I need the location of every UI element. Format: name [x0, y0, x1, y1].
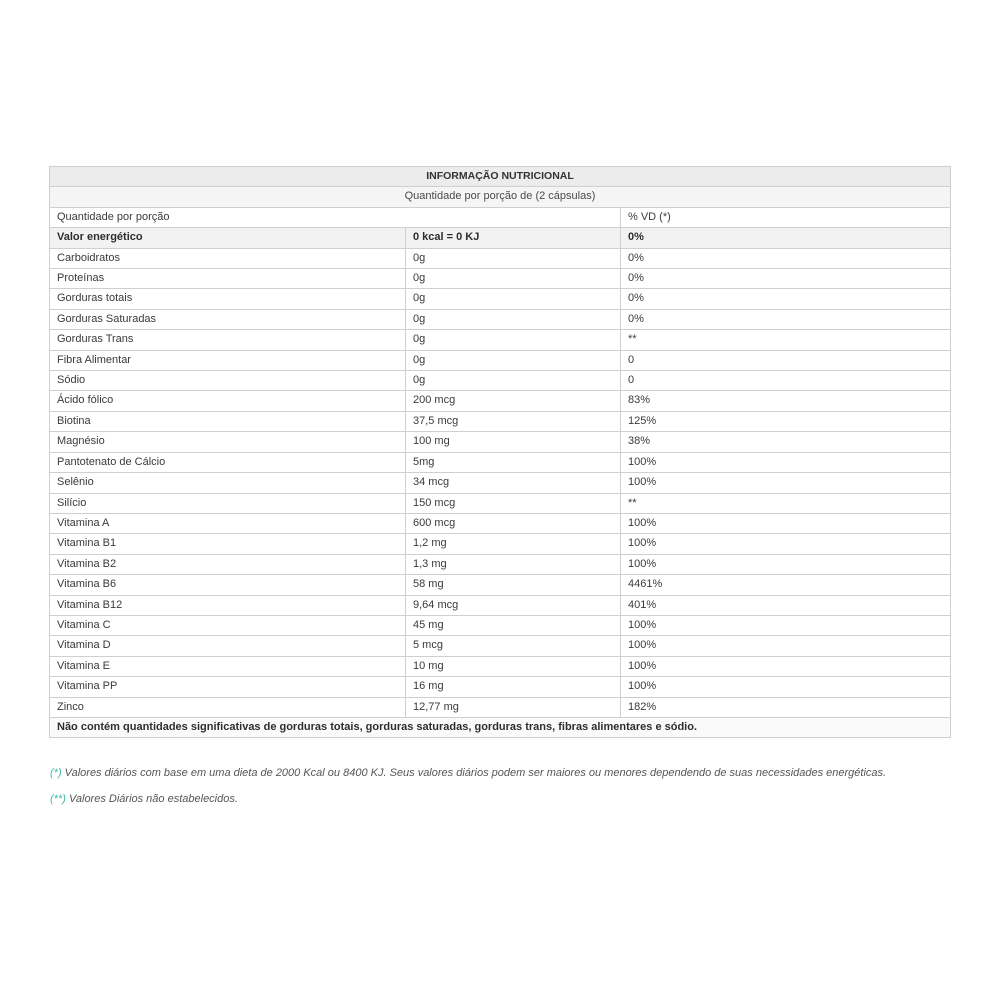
table-row — [50, 534, 951, 554]
nutrient-vd: 401% — [621, 595, 951, 615]
footnote-1-mark: (*) — [50, 767, 62, 779]
nutrient-name: Fibra Alimentar — [50, 350, 406, 370]
nutrient-name: Vitamina E — [50, 656, 406, 676]
table-row — [50, 677, 951, 697]
nutrient-amount: 0g — [406, 248, 621, 268]
nutrient-vd: 100% — [621, 452, 951, 472]
nutrient-vd: 0 — [621, 371, 951, 391]
nutrient-amount: 16 mg — [406, 677, 621, 697]
nutrient-amount: 0g — [406, 309, 621, 329]
nutrient-name: Proteínas — [50, 269, 406, 289]
nutrient-amount: 100 mg — [406, 432, 621, 452]
nutrition-label — [49, 166, 951, 738]
nutrient-name: Vitamina PP — [50, 677, 406, 697]
nutrient-name: Vitamina C — [50, 615, 406, 635]
energy-amount: 0 kcal = 0 KJ — [406, 228, 621, 248]
nutrient-amount: 5mg — [406, 452, 621, 472]
header-label: Quantidade por porção — [50, 207, 621, 227]
table-row — [50, 452, 951, 472]
nutrient-vd: 83% — [621, 391, 951, 411]
nutrient-name: Zinco — [50, 697, 406, 717]
nutrient-vd: ** — [621, 330, 951, 350]
energy-vd: 0% — [621, 228, 951, 248]
nutrient-name: Magnésio — [50, 432, 406, 452]
energy-row — [50, 228, 951, 248]
nutrient-name: Ácido fólico — [50, 391, 406, 411]
nutrient-amount: 45 mg — [406, 615, 621, 635]
nutrient-vd: 100% — [621, 636, 951, 656]
nutrient-amount: 34 mcg — [406, 473, 621, 493]
energy-name: Valor energético — [50, 228, 406, 248]
nutrient-name: Vitamina A — [50, 513, 406, 533]
nutrient-amount: 12,77 mg — [406, 697, 621, 717]
table-row — [50, 289, 951, 309]
nutrient-amount: 0g — [406, 269, 621, 289]
nutrient-name: Vitamina B6 — [50, 575, 406, 595]
nutrient-vd: 4461% — [621, 575, 951, 595]
footnote-1-text: Valores diários com base em uma dieta de 2000 Kcal ou 8400 KJ. Seus valores diários podem ser maiores ou menores dependendo de suas necessidades energéticas. — [64, 767, 887, 779]
table-row — [50, 656, 951, 676]
nutrient-vd: 100% — [621, 656, 951, 676]
table-row — [50, 575, 951, 595]
nutrient-vd: 0% — [621, 289, 951, 309]
nutrition-table — [49, 166, 951, 738]
table-row — [50, 371, 951, 391]
nutrient-name: Gorduras Trans — [50, 330, 406, 350]
nutrient-vd: 0% — [621, 248, 951, 268]
nutrient-name: Selênio — [50, 473, 406, 493]
table-row — [50, 269, 951, 289]
footnote-1 — [50, 764, 950, 782]
nutrient-amount: 10 mg — [406, 656, 621, 676]
footnote-2-text: Valores Diários não estabelecidos. — [68, 793, 238, 805]
table-row — [50, 330, 951, 350]
nutrient-vd: 125% — [621, 411, 951, 431]
nutrient-name: Pantotenato de Cálcio — [50, 452, 406, 472]
nutrient-amount: 5 mcg — [406, 636, 621, 656]
table-row — [50, 513, 951, 533]
nutrient-vd: 100% — [621, 473, 951, 493]
table-title-row — [50, 167, 951, 187]
nutrient-amount: 0g — [406, 350, 621, 370]
nutrient-vd: 0% — [621, 309, 951, 329]
nutrient-vd: 100% — [621, 677, 951, 697]
nutrient-vd: 100% — [621, 615, 951, 635]
nutrient-name: Gorduras totais — [50, 289, 406, 309]
nutrient-name: Carboidratos — [50, 248, 406, 268]
footnote-2 — [50, 790, 950, 808]
nutrient-amount: 0g — [406, 330, 621, 350]
table-row — [50, 554, 951, 574]
header-vd: % VD (*) — [621, 207, 951, 227]
table-row — [50, 615, 951, 635]
nutrient-name: Vitamina D — [50, 636, 406, 656]
nutrient-name: Vitamina B1 — [50, 534, 406, 554]
table-row — [50, 350, 951, 370]
footnote-2-mark: (**) — [50, 793, 66, 805]
nutrient-amount: 1,3 mg — [406, 554, 621, 574]
serving-size: Quantidade por porção de (2 cápsulas) — [50, 187, 951, 207]
nutrient-amount: 9,64 mcg — [406, 595, 621, 615]
nutrient-amount: 58 mg — [406, 575, 621, 595]
nutrient-vd: 100% — [621, 513, 951, 533]
table-title: INFORMAÇÃO NUTRICIONAL — [50, 167, 951, 187]
table-row — [50, 411, 951, 431]
nutrient-amount: 37,5 mcg — [406, 411, 621, 431]
table-row — [50, 432, 951, 452]
table-row — [50, 493, 951, 513]
header-row — [50, 207, 951, 227]
nutrient-vd: 100% — [621, 554, 951, 574]
table-row — [50, 636, 951, 656]
nutrient-vd: 0 — [621, 350, 951, 370]
footnotes — [50, 764, 950, 816]
nutrient-amount: 0g — [406, 371, 621, 391]
footer-note: Não contém quantidades significativas de gorduras totais, gorduras saturadas, gorduras trans, fibras alimentares e sódio. — [50, 717, 951, 737]
nutrient-amount: 600 mcg — [406, 513, 621, 533]
nutrient-vd: ** — [621, 493, 951, 513]
nutrient-vd: 0% — [621, 269, 951, 289]
nutrient-name: Vitamina B2 — [50, 554, 406, 574]
nutrient-amount: 150 mcg — [406, 493, 621, 513]
nutrient-name: Vitamina B12 — [50, 595, 406, 615]
table-row — [50, 473, 951, 493]
table-row — [50, 248, 951, 268]
table-row — [50, 391, 951, 411]
nutrient-amount: 1,2 mg — [406, 534, 621, 554]
nutrient-name: Gorduras Saturadas — [50, 309, 406, 329]
nutrient-name: Sódio — [50, 371, 406, 391]
nutrient-name: Biotina — [50, 411, 406, 431]
nutrient-name: Silício — [50, 493, 406, 513]
footer-row — [50, 717, 951, 737]
nutrient-amount: 200 mcg — [406, 391, 621, 411]
serving-row — [50, 187, 951, 207]
nutrient-vd: 182% — [621, 697, 951, 717]
nutrient-vd: 38% — [621, 432, 951, 452]
table-row — [50, 309, 951, 329]
table-row — [50, 595, 951, 615]
nutrient-vd: 100% — [621, 534, 951, 554]
nutrient-amount: 0g — [406, 289, 621, 309]
table-row — [50, 697, 951, 717]
